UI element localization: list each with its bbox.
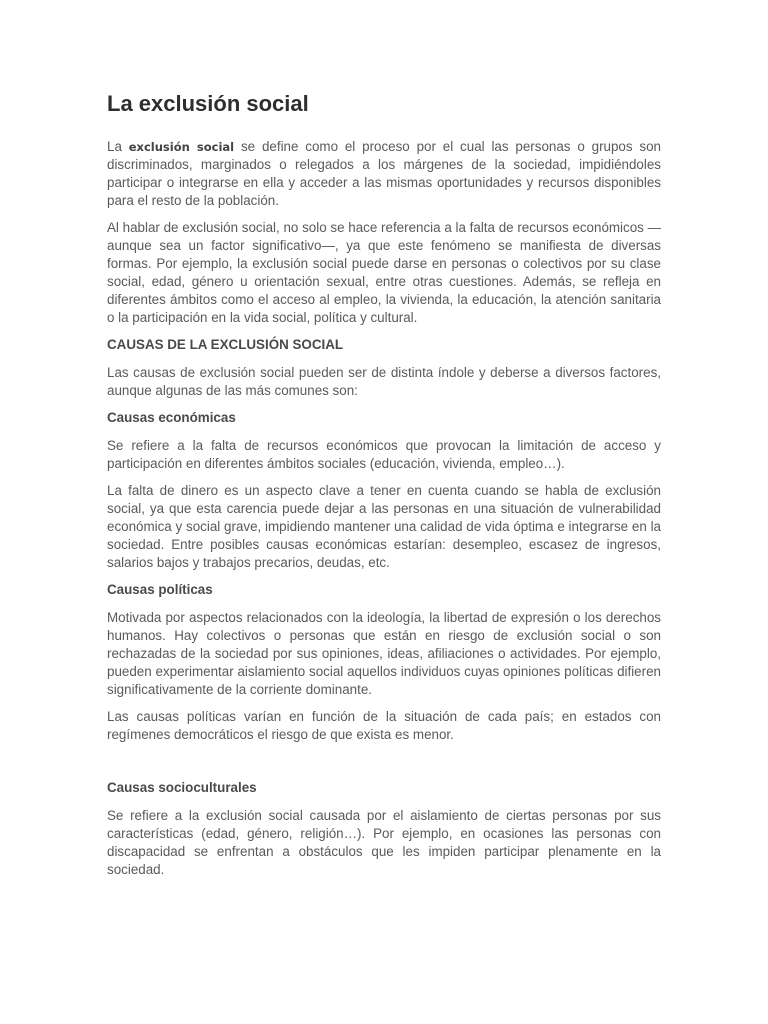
subheading-economic: Causas económicas: [107, 410, 236, 425]
economic-paragraph-1: Se refiere a la falta de recursos económicos que provocan la limitación de acceso y participación en diferentes ámbitos sociales (educación, vivienda, empleo…).: [107, 438, 661, 471]
document-page: [107, 88, 661, 888]
section-heading-causes: CAUSAS DE LA EXCLUSIÓN SOCIAL: [107, 337, 344, 352]
political-paragraph-2: Las causas políticas varían en función de la situación de cada país; en estados con regímenes democráticos el riesgo de que exista es menor.: [107, 709, 661, 742]
page-title: La exclusión social: [107, 91, 309, 116]
intro-term: exclusión social: [128, 140, 235, 154]
subheading-sociocultural: Causas socioculturales: [107, 780, 257, 795]
paragraph-2: Al hablar de exclusión social, no solo se hace referencia a la falta de recursos económicos —aunque sea un factor significativo—, ya que este fenómeno se manifiesta de diversas formas. Por ejemplo, la exclusión social puede darse en personas o colectivos por su clase social, edad, género u orientación sexual, entre otras cuestiones. Además, se refleja en diferentes ámbitos como el acceso al empleo, la vivienda, la educación, la atención sanitaria o la participación en la vida social, política y cultural.: [107, 220, 661, 325]
subheading-political: Causas políticas: [107, 582, 213, 597]
intro-prefix: La: [107, 139, 129, 154]
blank-line: [107, 753, 661, 779]
political-paragraph-1: Motivada por aspectos relacionados con la ideología, la libertad de expresión o los derechos humanos. Hay colectivos o personas que están en riesgo de exclusión social o son rechazadas de la sociedad por sus opiniones, ideas, afiliaciones o actividades. Por ejemplo, pueden experimentar aislamiento social aquellos individuos cuyas opiniones políticas difieren significativamente de la corriente dominante.: [107, 610, 661, 697]
causes-intro-paragraph: Las causas de exclusión social pueden ser de distinta índole y deberse a diversos factores, aunque algunas de las más comunes son:: [107, 365, 661, 398]
intro-paragraph: [107, 138, 661, 210]
economic-paragraph-2: La falta de dinero es un aspecto clave a tener en cuenta cuando se habla de exclusión social, ya que esta carencia puede dejar a las personas en una situación de vulnerabilidad económica y social grave, impidiendo mantener una calidad de vida óptima e integrarse en la sociedad. Entre posibles causas económicas estarían: desempleo, escasez de ingresos, salarios bajos y trabajos precarios, deudas, etc.: [107, 483, 661, 570]
sociocultural-paragraph-1: Se refiere a la exclusión social causada por el aislamiento de ciertas personas por sus características (edad, género, religión…). Por ejemplo, en ocasiones las personas con discapacidad se enfrentan a obstáculos que les impiden participar plenamente en la sociedad.: [107, 808, 661, 877]
intro-text: se define como el proceso por el cual las personas o grupos son discriminados, marginados o relegados a los márgenes de la sociedad, impidiéndoles participar o integrarse en ella y acceder a las mismas oportunidades y recursos disponibles para el resto de la población.: [107, 139, 662, 208]
